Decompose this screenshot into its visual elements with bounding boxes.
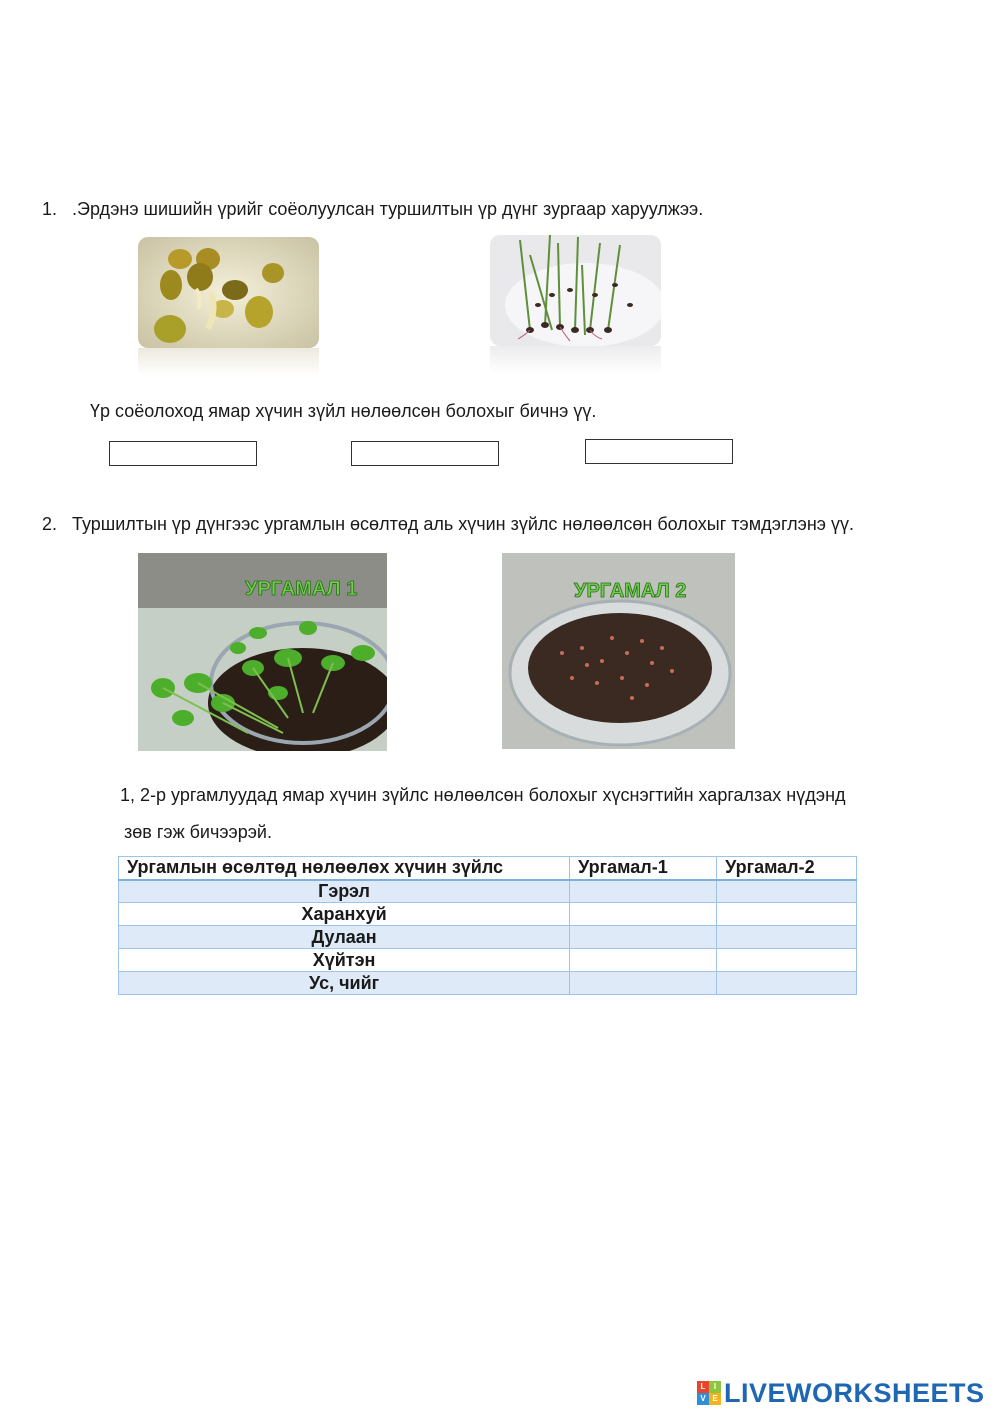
factor-cell: Дулаан — [119, 926, 570, 949]
plant-1-answer-cell[interactable] — [570, 903, 717, 926]
plant-2-answer-cell[interactable] — [717, 880, 857, 903]
answer-box-1[interactable] — [109, 441, 257, 466]
header-plant-2: Ургамал-2 — [717, 857, 857, 880]
brand-name: LIVEWORKSHEETS — [724, 1377, 985, 1408]
logo-letter-v: V — [697, 1393, 709, 1405]
liveworksheets-brand[interactable] — [697, 1376, 985, 1410]
plant-1-label: УРГАМАЛ 1 — [245, 578, 358, 600]
factor-cell: Ус, чийг — [119, 972, 570, 995]
plant-2-answer-cell[interactable] — [717, 926, 857, 949]
plant-2-photo — [502, 553, 735, 749]
corn-seeds-photo-reflection — [138, 348, 319, 376]
plant-1-answer-cell[interactable] — [570, 949, 717, 972]
factor-cell: Гэрэл — [119, 880, 570, 903]
header-plant-1: Ургамал-1 — [570, 857, 717, 880]
question-1-prompt: Үр соёолоход ямар хүчин зүйл нөлөөлсөн болохыг бичнэ үү. — [90, 401, 597, 421]
plant-2-label: УРГАМАЛ 2 — [574, 580, 687, 602]
table-header-row — [119, 857, 857, 880]
plant-2-answer-cell[interactable] — [717, 949, 857, 972]
question-2-instruction-line-1: 1, 2-р ургамлуудад ямар хүчин зүйлс нөлөөлсөн болохыг хүснэгтийн харгалзах нүдэнд — [120, 785, 846, 805]
question-2-number: 2. — [42, 514, 58, 534]
plant-2-answer-cell[interactable] — [717, 903, 857, 926]
plant-2-answer-cell[interactable] — [717, 972, 857, 995]
table-row — [119, 880, 857, 903]
plant-1-answer-cell[interactable] — [570, 880, 717, 903]
table-row — [119, 949, 857, 972]
table-row — [119, 926, 857, 949]
answer-box-3[interactable] — [585, 439, 733, 464]
grass-sprouts-photo-reflection — [490, 346, 661, 374]
factor-cell: Харанхуй — [119, 903, 570, 926]
table-row — [119, 903, 857, 926]
grass-sprouts-photo — [490, 235, 661, 346]
question-1-number: 1. — [42, 199, 58, 219]
factor-cell: Хүйтэн — [119, 949, 570, 972]
table-row — [119, 972, 857, 995]
logo-letter-i: I — [709, 1381, 721, 1393]
logo-letter-e: E — [709, 1393, 721, 1405]
logo-letter-l: L — [697, 1381, 709, 1393]
header-factor: Ургамлын өсөлтөд нөлөөлөх хүчин зүйлс — [119, 857, 570, 880]
plant-1-photo — [138, 553, 387, 751]
answer-box-2[interactable] — [351, 441, 499, 466]
growth-factors-table — [118, 856, 857, 995]
question-2-text: Туршилтын үр дүнгээс ургамлын өсөлтөд аль хүчин зүйлс нөлөөлсөн болохыг тэмдэглэнэ үү. — [72, 514, 854, 534]
corn-seeds-photo — [138, 237, 319, 348]
plant-1-answer-cell[interactable] — [570, 926, 717, 949]
question-2-instruction-line-2: зөв гэж бичээрэй. — [124, 822, 272, 842]
liveworksheets-logo-icon — [697, 1381, 721, 1405]
plant-1-answer-cell[interactable] — [570, 972, 717, 995]
question-1-text: .Эрдэнэ шишийн үрийг соёолуулсан туршилтын үр дүнг зургаар харуулжээ. — [72, 199, 704, 219]
